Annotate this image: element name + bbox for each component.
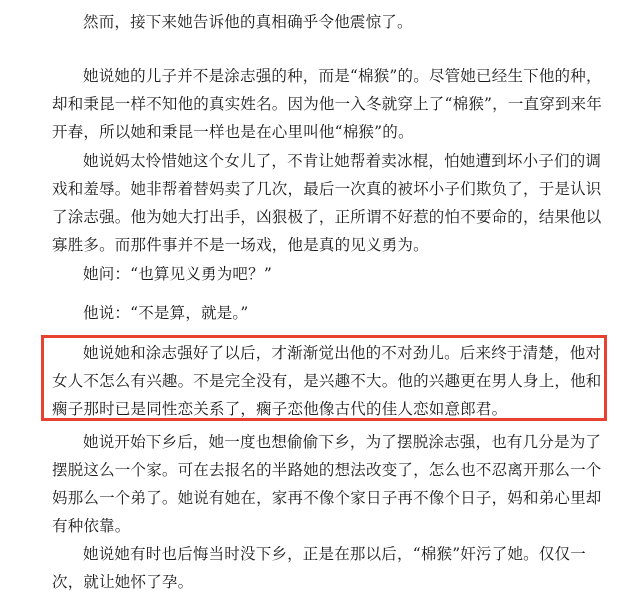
paragraph-5: 他说：“不是算，就是。” — [83, 304, 249, 322]
paragraph-8: 她说她有时也后悔当时没下乡，正是在那以后，“棉猴”奸污了她。仅仅一次，就让她怀了孕。 — [52, 545, 586, 591]
paragraph-1: 然而，接下来她告诉他的真相确乎令他震惊了。 — [83, 13, 413, 31]
paragraph-6-highlighted: 她说她和涂志强好了以后，才渐渐觉出他的不对劲儿。后来终于清楚，他对女人不怎么有兴趣。不是完全没有，是兴趣不大。他的兴趣更在男人身上，他和瘸子那时已是同性恋关系了，瘸子恋他像古代的佳人恋如意郎君。 — [52, 344, 602, 418]
paragraph-4: 她问：“也算见义勇为吧？” — [83, 265, 272, 283]
paragraph-2: 她说她的儿子并不是涂志强的种，而是“棉猴”的。尽管她已经生下他的种，却和秉昆一样不知他的真实姓名。因为他一入冬就穿上了“棉猴”，一直穿到来年开春，所以她和秉昆一样也是在心里叫他“棉猴”的。 — [52, 67, 603, 141]
paragraph-3: 她说妈太怜惜她这个女儿了，不肯让她帮着卖冰棍，怕她遭到坏小子们的调戏和羞辱。她非帮着替妈卖了几次，最后一次真的被坏小子们欺负了，于是认识了涂志强。他为她大打出手，凶狠极了，正所谓不好惹的怕不要命的，结果他以寡胜多。而那件事并不是一场戏，他是真的见义勇为。 — [52, 152, 602, 254]
paragraph-7: 她说开始下乡后，她一度也想偷偷下乡，为了摆脱涂志强，也有几分是为了摆脱这么一个家。可在去报名的半路她的想法改变了，怎么也不忍离开那么一个妈那么一个弟了。她说有她在，家再不像个家日子再不像个日子，妈和弟心里却有种依靠。 — [52, 433, 602, 535]
highlight-box — [41, 335, 607, 421]
